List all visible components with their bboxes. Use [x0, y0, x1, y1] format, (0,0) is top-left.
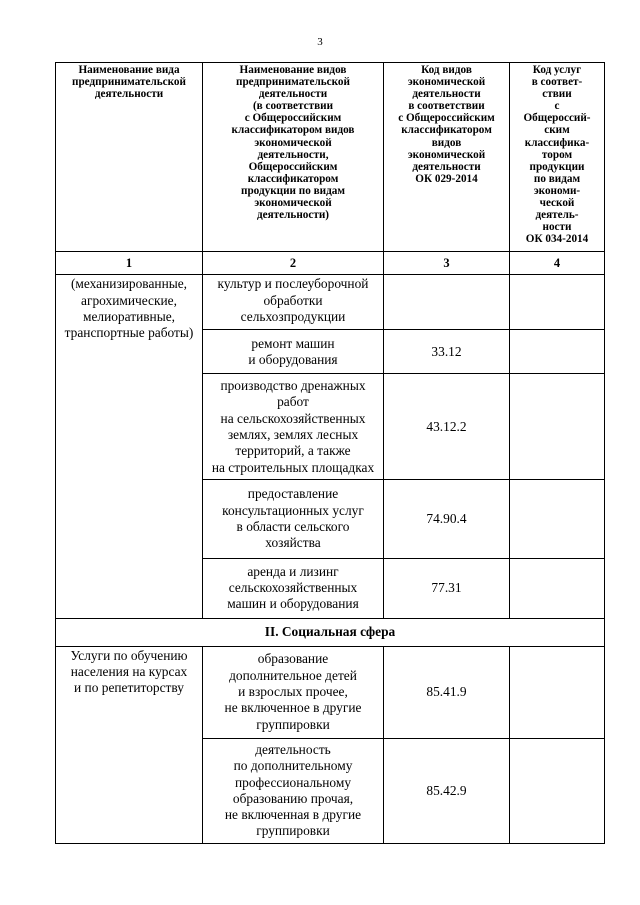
okpd-code-cell: [510, 738, 605, 843]
okved-code-cell: 77.31: [384, 558, 510, 618]
activity-name-cell: производство дренажных работ на сельскохозяйственных землях, землях лесных территорий, а также на строительных площадках: [203, 374, 384, 480]
column-number-row: [56, 252, 605, 275]
table-row: [56, 275, 605, 330]
activity-type-cell: Услуги по обучению населения на курсах и по репетиторству: [56, 646, 203, 843]
activity-type-cell: (механизированные, агрохимические, мелиоративные, транспортные работы): [56, 275, 203, 618]
column-number: 4: [510, 252, 605, 275]
column-number: 3: [384, 252, 510, 275]
okpd-code-cell: [510, 374, 605, 480]
activity-name-cell: деятельность по дополнительному профессиональному образованию прочая, не включенная в другие группировки: [203, 738, 384, 843]
header-activity-names: Наименование видов предпринимательской деятельности (в соответствии с Общероссийским классификатором видов экономической деятельности, Общероссийским классификатором продукции по видам экономической деятельности): [203, 63, 384, 252]
okved-code-cell: 43.12.2: [384, 374, 510, 480]
activity-name-cell: культур и послеуборочной обработки сельхозпродукции: [203, 275, 384, 330]
column-number: 2: [203, 252, 384, 275]
header-row: [56, 63, 605, 252]
okved-code-cell: 33.12: [384, 330, 510, 374]
activity-name-cell: предоставление консультационных услуг в области сельского хозяйства: [203, 480, 384, 558]
header-okved-code: Код видов экономической деятельности в соответствии с Общероссийским классификатором видов экономической деятельности ОК 029-2014: [384, 63, 510, 252]
header-okpd-code: Код услуг в соотвeт- ствии с Общероссий- ским классифика- тором продукции по видам экономи- ческой деятель- ности ОК 034-2014: [510, 63, 605, 252]
table-row: [56, 646, 605, 738]
okved-code-cell: 85.42.9: [384, 738, 510, 843]
activity-name-cell: ремонт машин и оборудования: [203, 330, 384, 374]
section-row: [56, 618, 605, 646]
section-title: II. Социальная сфера: [56, 618, 605, 646]
okpd-code-cell: [510, 480, 605, 558]
okpd-code-cell: [510, 646, 605, 738]
okved-code-cell: 85.41.9: [384, 646, 510, 738]
activity-name-cell: аренда и лизинг сельскохозяйственных машин и оборудования: [203, 558, 384, 618]
activity-name-cell: образование дополнительное детей и взрослых прочее, не включенное в другие группировки: [203, 646, 384, 738]
page-number: 3: [317, 36, 323, 48]
okved-code-cell: [384, 275, 510, 330]
header-activity-type: Наименование вида предпринимательской деятельности: [56, 63, 203, 252]
activity-codes-table: [55, 62, 605, 844]
okpd-code-cell: [510, 275, 605, 330]
column-number: 1: [56, 252, 203, 275]
okpd-code-cell: [510, 330, 605, 374]
okpd-code-cell: [510, 558, 605, 618]
okved-code-cell: 74.90.4: [384, 480, 510, 558]
